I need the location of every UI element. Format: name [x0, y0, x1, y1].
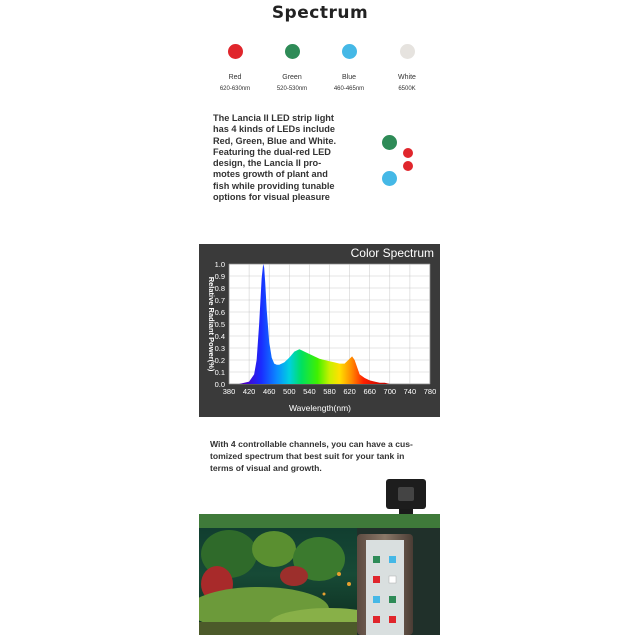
description-line: Featuring the dual-red LED	[213, 146, 331, 157]
description-line: With 4 controllable channels, you can have a cus-	[210, 439, 413, 449]
x-tick-label: 700	[383, 387, 397, 396]
light-controller-icon	[386, 479, 426, 509]
led-name: White	[398, 74, 416, 81]
y-tick-label: 0.0	[214, 380, 225, 389]
description-line: design, the Lancia II pro-	[213, 158, 322, 169]
led-blue	[317, 44, 381, 92]
led-white	[375, 44, 439, 92]
x-axis-label: Wavelength(nm)	[288, 403, 352, 413]
x-tick-label: 420	[242, 387, 256, 396]
x-tick-label: 540	[303, 387, 316, 396]
x-tick-label: 460	[262, 387, 276, 396]
green-led-icon	[382, 135, 397, 150]
red-led-icon	[403, 161, 413, 171]
y-tick-label: 0.4	[214, 332, 225, 341]
red-led-icon	[228, 44, 243, 59]
y-tick-label: 0.5	[214, 320, 225, 329]
y-tick-label: 0.9	[214, 272, 225, 281]
description-line: The Lancia II LED strip light	[213, 113, 334, 123]
blue-led-icon	[342, 44, 357, 59]
color-spectrum-chart	[199, 244, 440, 417]
description-line: terms of visual and growth.	[210, 462, 322, 473]
led-wavelength: 520-530nm	[276, 86, 308, 92]
spectrum-plot	[199, 244, 440, 417]
y-tick-label: 0.3	[214, 344, 225, 353]
x-tick-label: 660	[363, 387, 376, 396]
x-tick-label: 380	[222, 387, 236, 396]
x-tick-labels	[223, 387, 437, 396]
white-led-icon	[400, 44, 415, 59]
description-line: has 4 kinds of LEDs include	[213, 124, 336, 135]
y-tick-label: 0.6	[214, 308, 225, 317]
y-tick-label: 0.8	[214, 284, 225, 293]
aquarium-photo	[199, 514, 440, 635]
led-name: Red	[228, 74, 242, 81]
led-name: Blue	[341, 74, 356, 81]
led-wavelength: 6500K	[398, 86, 416, 92]
y-axis-label: Relative Radiant Power(%)	[207, 276, 216, 372]
led-name: Green	[282, 74, 302, 81]
y-tick-label: 0.2	[214, 356, 225, 365]
green-led-icon	[285, 44, 300, 59]
description-line: Red, Green, Blue and White.	[213, 135, 337, 146]
led-red	[203, 44, 267, 92]
led-wavelength: 620-630nm	[219, 86, 251, 92]
aquarium-scene	[199, 514, 440, 635]
led-green	[260, 44, 324, 92]
x-tick-label: 780	[423, 387, 437, 396]
y-tick-label: 0.1	[214, 368, 225, 377]
x-tick-label: 500	[283, 387, 296, 396]
description-line: motes growth of plant and	[213, 169, 328, 180]
blue-led-icon	[382, 171, 397, 186]
x-tick-label: 580	[323, 387, 336, 396]
x-tick-label: 620	[343, 387, 356, 396]
led-description	[213, 113, 349, 203]
description-line: options for visual pleasure	[213, 192, 330, 203]
x-tick-label: 740	[403, 387, 417, 396]
channels-description	[210, 439, 432, 474]
chart-title: Color Spectrum	[350, 246, 434, 260]
y-tick-label: 0.7	[214, 296, 225, 305]
description-line: fish while providing tunable	[213, 180, 335, 191]
led-wavelength: 460-465nm	[333, 86, 365, 92]
page-title: Spectrum	[271, 3, 369, 23]
description-line: tomized spectrum that best suit for your tank in	[210, 450, 405, 461]
red-led-icon	[403, 148, 413, 158]
y-tick-label: 1.0	[214, 260, 225, 269]
